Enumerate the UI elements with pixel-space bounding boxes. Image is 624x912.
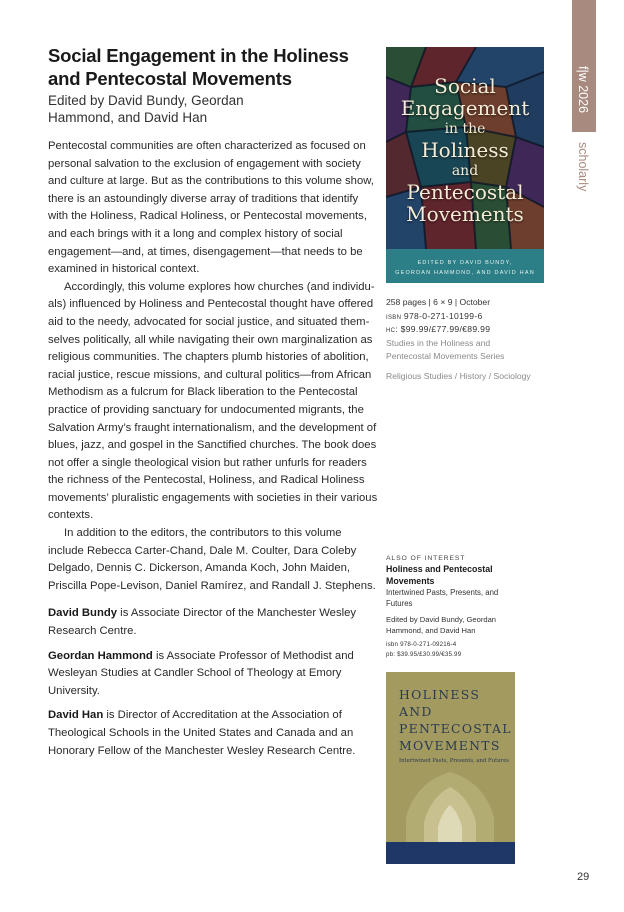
related-cover-title-line: PENTECOSTAL [399, 721, 512, 736]
related-book-subtitle-line: Futures [386, 599, 413, 608]
book-isbn: isbn 978-0-271-10199-6 [386, 310, 483, 321]
related-book-editors [386, 614, 556, 636]
season-label: f|w 2026 [576, 66, 590, 114]
book-cover [386, 47, 544, 283]
description-paragraph: In addition to the editors, the contributors to this volume include Rebecca Carter-Chand, Dale M. Coulter, Dara Coleby Delgado, Dennis C. Dickerson, Amanda Koch, John Maiden, Priscilla Pope-Levison, Daniel Ramírez, and Randall J. Stephens. [48, 527, 376, 592]
related-book-isbn: isbn 978-0-271-09216-4 [386, 641, 457, 648]
related-cover-title-line: AND [399, 704, 433, 719]
author-bio-text: is Director of Accreditation at the Association of Theological Schools in the United States and Canada and an Honorary Fellow of the Manchester Wesley Research Centre. [48, 709, 356, 757]
related-cover-strip [386, 842, 515, 864]
description-paragraph: Pentecostal communities are often characterized as focused on personal salvation to the exclusion of engagement with society and culture at large. But as the contributions to this volume show, there is an astoundingly diverse array of traditions that identify with the Holiness, Radical Holiness, or Pentecostal movements, and each brings with it a long and complex history of social engagement—and, at times, disengagement—that needs to be examined in historical context. [48, 140, 374, 276]
author-bio [48, 648, 378, 701]
also-of-interest [386, 553, 556, 659]
related-cover-title-line: HOLINESS [399, 687, 481, 702]
book-metadata [386, 296, 556, 383]
related-book-subtitle-line: Intertwined Pasts, Presents, and [386, 588, 499, 597]
author-bio-text: is Associate Professor of Methodist and Wesleyan Studies at Candler School of Theology at Emory University. [48, 649, 354, 697]
related-cover-title [399, 686, 512, 754]
cover-title-line: in the [444, 121, 486, 137]
related-book-editors-line: Edited by David Bundy, Geordan [386, 615, 497, 624]
category-label: scholarly [576, 142, 590, 192]
author-name: Geordan Hammond [48, 649, 153, 662]
also-of-interest-label: ALSO OF INTEREST [386, 555, 466, 562]
related-book-price: pb: $39.95/£30.99/€35.99 [386, 650, 462, 658]
author-bio-text: is Associate Director of the Manchester Wesley Research Centre. [48, 607, 357, 638]
related-book-subtitle [386, 587, 556, 609]
cover-title [386, 75, 544, 225]
cover-title-line: Pentecostal [406, 180, 524, 204]
cover-title-line: Engagement [400, 96, 530, 120]
page-number: 29 [577, 871, 590, 883]
cover-editors-line: EDITED BY DAVID BUNDY, [417, 260, 513, 266]
book-title-line1: Social Engagement in the Holiness [48, 45, 349, 66]
book-description [48, 138, 378, 595]
book-series-line: Studies in the Holiness and [386, 337, 491, 348]
author-name: David Bundy [48, 607, 118, 620]
author-bio [48, 605, 378, 640]
cover-editors-line: GEORDAN HAMMOND, AND DAVID HAN [395, 270, 535, 276]
cover-title-line: Holiness [421, 138, 509, 162]
related-book-title-line: Holiness and Pentecostal [386, 564, 493, 574]
book-subjects: Religious Studies / History / Sociology [386, 370, 531, 381]
book-title [48, 44, 378, 90]
author-bio [48, 707, 378, 760]
related-book-title [386, 564, 556, 587]
book-editors-line2: Hammond, and David Han [48, 110, 208, 125]
related-book-title-line: Movements [386, 575, 435, 586]
main-column [48, 44, 378, 767]
book-specs: 258 pages | 6 × 9 | October [386, 297, 491, 307]
book-series-line: Pentecostal Movements Series [386, 351, 505, 361]
book-editors-line1: Edited by David Bundy, Geordan [48, 93, 244, 108]
book-editors [48, 92, 378, 126]
description-paragraph: Accordingly, this volume explores how churches (and individuals) influenced by Holiness and Pentecostal thought have offered aid to the needy, advocated for social justice, and situated themselves politically, all while navigating their own marginalization as religious communities. The chapters plumb histories of abolition, racial justice, rescue missions, and cultural politics—from African Methodism as a fulcrum for Black liberation to the Pentecostal practice of providing sanctuary for undocumented migrants, the Salvation Army’s fraught internationalism, and the development of blues, jazz, and gospel in the Sanctified churches. The book does not offer a single theological vision but rather unfurls for readers the richness of the Pentecostal, Holiness, and Radical Holiness movements’ pluralistic engagements with societies in their various contexts. [48, 280, 378, 522]
author-bios [48, 605, 378, 760]
book-series [386, 337, 556, 364]
cover-editors-strip [386, 249, 544, 283]
gothic-arch-art [386, 772, 515, 844]
related-cover-subtitle: Intertwined Pasts, Presents, and Futures [399, 758, 510, 764]
cover-title-line: and [451, 163, 479, 179]
related-cover-title-line: MOVEMENTS [399, 738, 501, 753]
related-book-editors-line: Hammond, and David Han [386, 626, 476, 635]
related-book-cover [386, 672, 515, 864]
book-title-line2: and Pentecostal Movements [48, 68, 292, 89]
cover-title-line: Social [434, 74, 496, 98]
author-name: David Han [48, 709, 104, 722]
related-book-pricing [386, 640, 556, 659]
cover-title-line: Movements [406, 202, 524, 226]
book-price: hc: $99.99/£77.99/€89.99 [386, 324, 491, 334]
